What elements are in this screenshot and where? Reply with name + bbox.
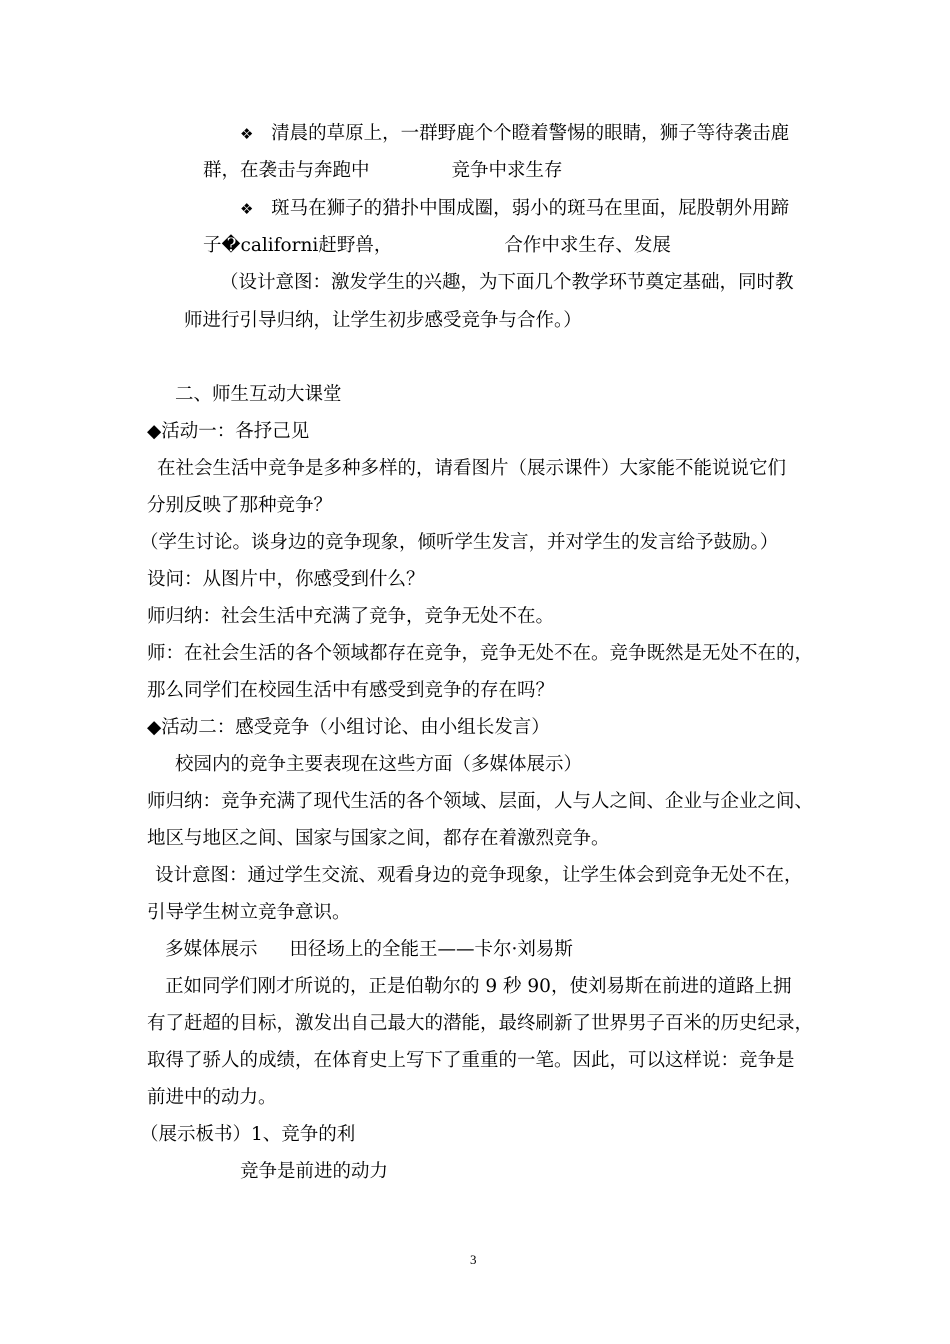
section-heading: 二、师生互动大课堂 xyxy=(175,384,342,405)
paragraph-4: 师归纳：社会生活中充满了竞争，竞争无处不在。 xyxy=(147,606,555,627)
intro-item-2-line-1: ❖ 斑马在狮子的猎扑中围成圈，弱小的斑马在里面，屁股朝外用蹄 xyxy=(240,198,790,219)
paragraph-9-line-2: 有了赶超的目标，激发出自己最大的潜能，最终刷新了世界男子百米的历史纪录， xyxy=(147,1013,814,1034)
page-number: 3 xyxy=(470,1252,477,1267)
paragraph-6: 校园内的竞争主要表现在这些方面（多媒体展示） xyxy=(175,754,583,775)
paragraph-9-line-4: 前进中的动力。 xyxy=(147,1087,277,1108)
paragraph-1-line-1: 在社会生活中竞争是多种多样的，请看图片（展示课件）大家能不能说说它们 xyxy=(157,458,787,479)
intro-item-2-line-2: 子�californi赶野兽， 合作中求生存、发展 xyxy=(203,235,671,256)
paragraph-5-line-1: 师：在社会生活的各个领域都存在竞争，竞争无处不在。竞争既然是无处不在的， xyxy=(147,643,814,664)
paragraph-9-line-3: 取得了骄人的成绩，在体育史上写下了重重的一笔。因此，可以这样说：竞争是 xyxy=(147,1050,795,1071)
diamond-icon: ◆ xyxy=(147,717,162,738)
media-display-line xyxy=(165,938,573,962)
paragraph-1-line-2: 分别反映了那种竞争？ xyxy=(147,495,333,516)
design-intent-1-line-2: 师进行引导归纳，让学生初步感受竞争与合作。） xyxy=(184,310,582,331)
activity-1-heading: ◆活动一：各抒己见 xyxy=(147,421,310,442)
design-intent-1-line-1: （设计意图：激发学生的兴趣，为下面几个教学环节奠定基础，同时教 xyxy=(220,272,794,293)
paragraph-3: 设问：从图片中，你感受到什么？ xyxy=(147,569,425,590)
paragraph-8-line-1: 设计意图：通过学生交流、观看身边的竞争现象，让学生体会到竞争无处不在， xyxy=(155,865,803,886)
media-label: 多媒体展示 xyxy=(165,939,258,960)
intro-item-1-line-2: 群，在袭击与奔跑中 竞争中求生存 xyxy=(203,160,563,181)
board-heading: （展示板书）1、竞争的利 xyxy=(140,1124,356,1145)
paragraph-7-line-2: 地区与地区之间、国家与国家之间，都存在着激烈竞争。 xyxy=(147,828,610,849)
media-title: 田径场上的全能王——卡尔·刘易斯 xyxy=(289,939,573,960)
paragraph-5-line-2: 那么同学们在校园生活中有感受到竞争的存在吗？ xyxy=(147,680,555,701)
diamond-bullet-icon: ❖ xyxy=(240,125,254,143)
paragraph-9-line-1: 正如同学们刚才所说的，正是伯勒尔的 9 秒 90，使刘易斯在前进的道路上拥 xyxy=(165,976,792,997)
intro-item-1-line-1: ❖ 清晨的草原上，一群野鹿个个瞪着警惕的眼睛，狮子等待袭击鹿 xyxy=(240,123,790,144)
paragraph-8-line-2: 引导学生树立竞争意识。 xyxy=(147,902,351,923)
diamond-bullet-icon: ❖ xyxy=(240,200,254,218)
paragraph-7-line-1: 师归纳：竞争充满了现代生活的各个领域、层面，人与人之间、企业与企业之间、 xyxy=(147,791,814,812)
board-subheading: 竞争是前进的动力 xyxy=(240,1161,389,1182)
diamond-icon: ◆ xyxy=(147,421,162,442)
paragraph-2: （学生讨论。谈身边的竞争现象，倾听学生发言，并对学生的发言给予鼓励。） xyxy=(140,532,779,553)
activity-2-heading: ◆活动二：感受竞争（小组讨论、由小组长发言） xyxy=(147,717,550,738)
